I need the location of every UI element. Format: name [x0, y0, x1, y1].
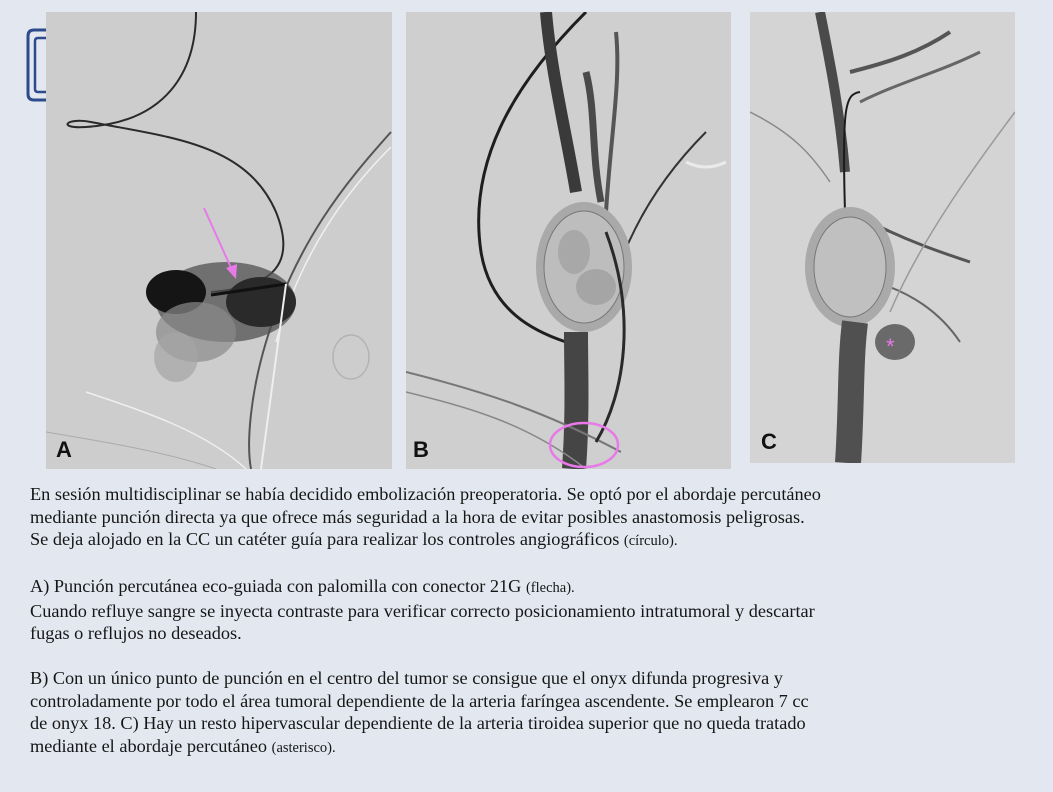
figure-caption — [30, 483, 1030, 759]
caption-text: Se deja alojado en la CC un catéter guía para realizar los controles angiográficos — [30, 529, 620, 549]
caption-line — [30, 575, 1030, 600]
panel-label: B — [413, 437, 429, 462]
caption-line — [30, 735, 1030, 760]
caption-line: de onyx 18. C) Hay un resto hipervascular dependiente de la arteria tiroidea superior que no queda tratado — [30, 713, 806, 733]
caption-line: mediante punción directa ya que ofrece más seguridad a la hora de evitar posibles anastomosis peligrosas. — [30, 506, 805, 527]
caption-line — [30, 528, 1030, 553]
caption-line: En sesión multidisciplinar se había decidido embolización preoperatoria. Se optó por el abordaje percutáneo — [30, 484, 821, 504]
caption-note: (círculo). — [623, 533, 678, 549]
angiography-panel-b — [406, 12, 731, 469]
caption-text: A) Punción percutánea eco-guiada con palomilla con conector 21G — [30, 576, 522, 596]
caption-text: mediante el abordaje percutáneo — [30, 735, 268, 756]
panel-label: A — [56, 437, 72, 462]
caption-line: fugas o reflujos no deseados. — [30, 623, 242, 643]
asterisk-annotation-icon: * — [886, 334, 895, 359]
caption-note: (asterisco). — [271, 739, 336, 756]
panel-a-image — [46, 12, 392, 469]
angiography-panel-a — [46, 12, 392, 469]
panel-b-image — [406, 12, 731, 469]
panel-label: C — [761, 429, 777, 454]
panel-c-image — [750, 12, 1015, 463]
caption-line: Cuando refluye sangre se inyecta contraste para verificar correcto posicionamiento intratumoral y descartar — [30, 600, 815, 621]
angiography-panel-c — [750, 12, 1015, 463]
caption-line: controladamente por todo el área tumoral dependiente de la arteria faríngea ascendente. Se emplearon 7 cc — [30, 690, 809, 711]
caption-line: B) Con un único punto de punción en el centro del tumor se consigue que el onyx difunda progresiva y — [30, 668, 783, 688]
caption-note: (flecha). — [525, 580, 575, 596]
